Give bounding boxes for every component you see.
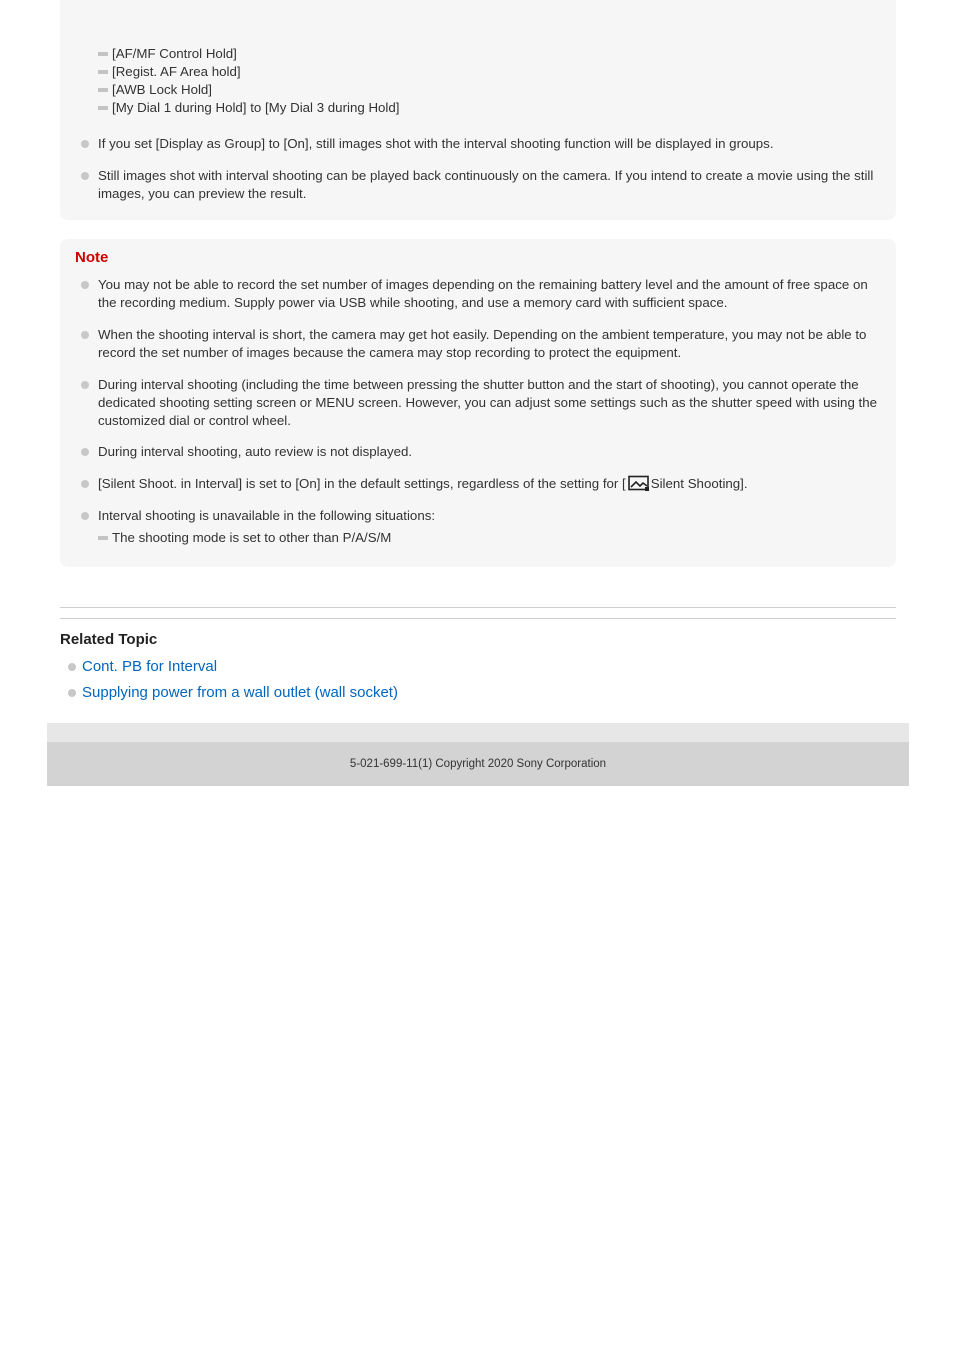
bullet-dot-icon <box>81 448 89 456</box>
bullet-dot-icon <box>81 512 89 520</box>
dash-icon <box>98 106 108 110</box>
note-bullet-item: During interval shooting (including the time between pressing the shutter button and the start of shooting), you cannot operate the dedicated shooting setting screen or MENU screen. However, you can adjust some settings such as the shutter speed with using the customized dial or control wheel. <box>98 376 882 430</box>
sub-list-item: [My Dial 1 during Hold] to [My Dial 3 during Hold] <box>98 99 399 117</box>
bullet-dot-icon <box>68 689 76 697</box>
dash-icon <box>98 88 108 92</box>
bullet-dot-icon <box>81 281 89 289</box>
bullet-dot-icon <box>81 381 89 389</box>
divider <box>60 607 896 608</box>
bullet-dot-icon <box>81 140 89 148</box>
bullet-dot-icon <box>81 172 89 180</box>
dash-icon <box>98 52 108 56</box>
related-link-wall-outlet[interactable]: Supplying power from a wall outlet (wall socket) <box>82 684 398 701</box>
sub-list-item: [AF/MF Control Hold] <box>98 45 237 63</box>
note-bullet-item: You may not be able to record the set number of images depending on the remaining battery level and the amount of free space on the recording medium. Supply power via USB while shooting, and use a memory card with sufficient space. <box>98 276 882 312</box>
note-title: Note <box>75 249 109 266</box>
copyright-text: 5-021-699-11(1) Copyright 2020 Sony Corporation <box>349 758 607 770</box>
sub-list-item: The shooting mode is set to other than P/A/S/M <box>98 529 391 547</box>
sub-list-item: [AWB Lock Hold] <box>98 81 212 99</box>
related-topic-item <box>82 657 217 677</box>
bullet-item: Still images shot with interval shooting can be played back continuously on the camera. If you intend to create a movie using the still images, you can preview the result. <box>98 167 882 203</box>
note-bullet-item: [Silent Shoot. in Interval] is set to [On] in the default settings, regardless of the setting for [ Silent Shooting]. <box>98 475 882 493</box>
note-bullet-item: When the shooting interval is short, the camera may get hot easily. Depending on the ambient temperature, you may not be able to record the set number of images because the camera may stop recording to protect the equipment. <box>98 326 882 362</box>
bullet-dot-icon <box>68 663 76 671</box>
divider <box>60 618 896 619</box>
note-bullet-item: Interval shooting is unavailable in the following situations: <box>98 507 882 525</box>
dash-icon <box>98 70 108 74</box>
still-image-icon <box>628 475 650 492</box>
footer <box>47 742 909 786</box>
related-topic-title: Related Topic <box>60 631 158 648</box>
related-link-cont-pb[interactable]: Cont. PB for Interval <box>82 658 218 675</box>
note-bullet-item: During interval shooting, auto review is not displayed. <box>98 443 882 461</box>
footer-top-band <box>47 723 909 742</box>
bullet-item: If you set [Display as Group] to [On], still images shot with the interval shooting function will be displayed in groups. <box>98 135 882 153</box>
related-topic-item <box>82 683 398 703</box>
dash-icon <box>98 536 108 540</box>
bullet-dot-icon <box>81 480 89 488</box>
sub-list-item: [Regist. AF Area hold] <box>98 63 241 81</box>
bullet-dot-icon <box>81 331 89 339</box>
